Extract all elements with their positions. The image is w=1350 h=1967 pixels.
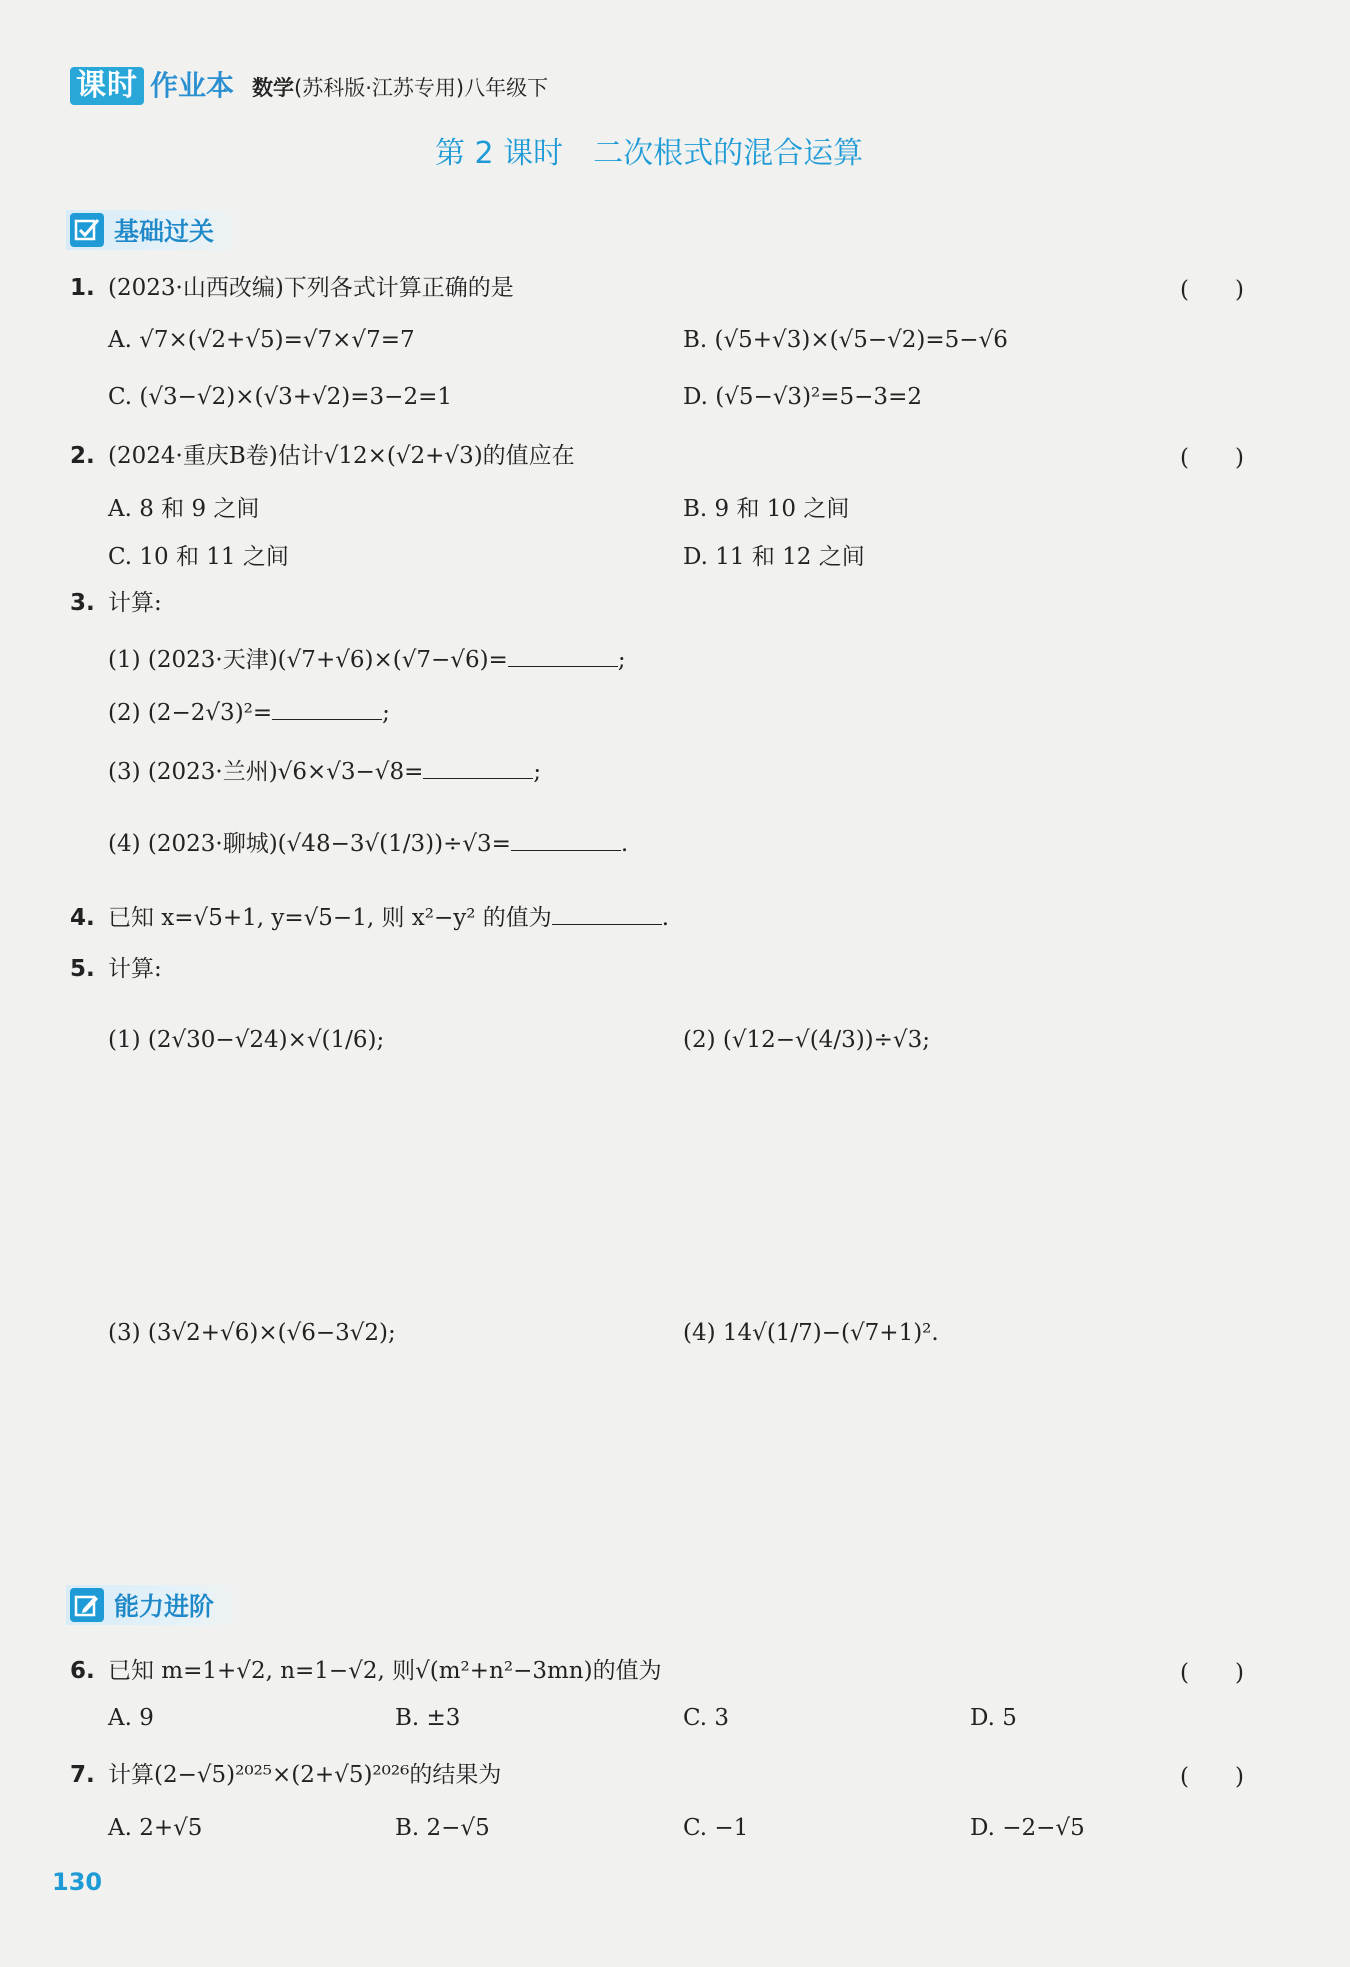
option-a[interactable]: A. 2+√5	[108, 1815, 203, 1841]
question-stem: 计算:	[108, 590, 162, 616]
subquestion-4: (4) (2023·聊城)(√48−3√(1/3))÷√3= .	[108, 825, 628, 858]
subquestion-3: (3) (3√2+√6)×(√6−3√2);	[108, 1320, 396, 1346]
logo-text: 作业本	[150, 69, 235, 102]
subquestion-1: (1) (2023·天津)(√7+√6)×(√7−√6)= ;	[108, 641, 626, 674]
option-c[interactable]: C. 3	[683, 1705, 730, 1731]
question-stem: 计算(2−√5)²⁰²⁵×(2+√5)²⁰²⁶的结果为	[108, 1762, 502, 1788]
answer-bracket[interactable]: ( )	[1180, 445, 1244, 471]
check-box-icon	[70, 213, 104, 247]
header	[70, 64, 548, 105]
subquestion-2: (2) (√12−√(4/3))÷√3;	[683, 1027, 930, 1053]
option-c[interactable]: C. −1	[683, 1815, 749, 1841]
subject-line	[252, 76, 548, 100]
question-1: 1. (2023·山西改编)下列各式计算正确的是	[70, 275, 514, 301]
question-3: 3. 计算:	[70, 590, 162, 616]
option-b[interactable]: B. 9 和 10 之间	[683, 496, 850, 522]
pencil-note-icon	[70, 1588, 104, 1622]
option-a[interactable]: A. √7×(√2+√5)=√7×√7=7	[108, 327, 415, 353]
question-stem: 已知 x=√5+1, y=√5−1, 则 x²−y² 的值为	[108, 905, 552, 931]
answer-bracket[interactable]: ( )	[1180, 1660, 1244, 1686]
option-b[interactable]: B. ±3	[395, 1705, 461, 1731]
subject-rest: (苏科版·江苏专用)八年级下	[294, 76, 549, 100]
page-title: 第 2 课时 二次根式的混合运算	[435, 136, 864, 171]
answer-blank[interactable]	[423, 756, 533, 779]
option-c[interactable]: C. 10 和 11 之间	[108, 544, 289, 570]
answer-blank[interactable]	[552, 902, 662, 925]
section-title: 能力进阶	[114, 1592, 215, 1621]
option-a[interactable]: A. 8 和 9 之间	[108, 496, 260, 522]
option-d[interactable]: D. 5	[970, 1705, 1017, 1731]
answer-bracket[interactable]: ( )	[1180, 277, 1244, 303]
question-stem: 已知 m=1+√2, n=1−√2, 则√(m²+n²−3mn)的值为	[108, 1658, 662, 1684]
question-6: 6. 已知 m=1+√2, n=1−√2, 则√(m²+n²−3mn)的值为	[70, 1658, 662, 1684]
option-c[interactable]: C. (√3−√2)×(√3+√2)=3−2=1	[108, 384, 452, 410]
question-stem: (2024·重庆B卷)估计√12×(√2+√3)的值应在	[108, 443, 575, 469]
question-5: 5. 计算:	[70, 956, 162, 982]
option-d[interactable]: D. 11 和 12 之间	[683, 544, 865, 570]
question-7: 7. 计算(2−√5)²⁰²⁵×(2+√5)²⁰²⁶的结果为	[70, 1762, 502, 1788]
subquestion-1: (1) (2√30−√24)×√(1/6);	[108, 1027, 385, 1053]
question-stem: (2023·山西改编)下列各式计算正确的是	[108, 275, 514, 301]
subquestion-4: (4) 14√(1/7)−(√7+1)².	[683, 1320, 939, 1346]
section-banner-basic	[66, 210, 244, 250]
option-d[interactable]: D. −2−√5	[970, 1815, 1085, 1841]
answer-blank[interactable]	[508, 644, 618, 667]
option-d[interactable]: D. (√5−√3)²=5−3=2	[683, 384, 922, 410]
answer-blank[interactable]	[272, 697, 382, 720]
subquestion-2: (2) (2−2√3)²= ;	[108, 697, 390, 726]
answer-bracket[interactable]: ( )	[1180, 1764, 1244, 1790]
section-title: 基础过关	[114, 217, 215, 246]
section-banner-advanced	[66, 1585, 244, 1625]
subject-bold: 数学	[252, 76, 295, 100]
question-4: 4. 已知 x=√5+1, y=√5−1, 则 x²−y² 的值为 .	[70, 901, 669, 935]
option-a[interactable]: A. 9	[108, 1705, 154, 1731]
logo-block: 课时	[70, 67, 144, 105]
question-stem: 计算:	[108, 956, 162, 982]
option-b[interactable]: B. 2−√5	[395, 1815, 490, 1841]
subquestion-3: (3) (2023·兰州)√6×√3−√8= ;	[108, 753, 541, 786]
page-number: 130	[52, 1868, 103, 1896]
question-2: 2. (2024·重庆B卷)估计√12×(√2+√3)的值应在	[70, 443, 575, 469]
option-b[interactable]: B. (√5+√3)×(√5−√2)=5−√6	[683, 327, 1008, 353]
answer-blank[interactable]	[511, 828, 621, 851]
